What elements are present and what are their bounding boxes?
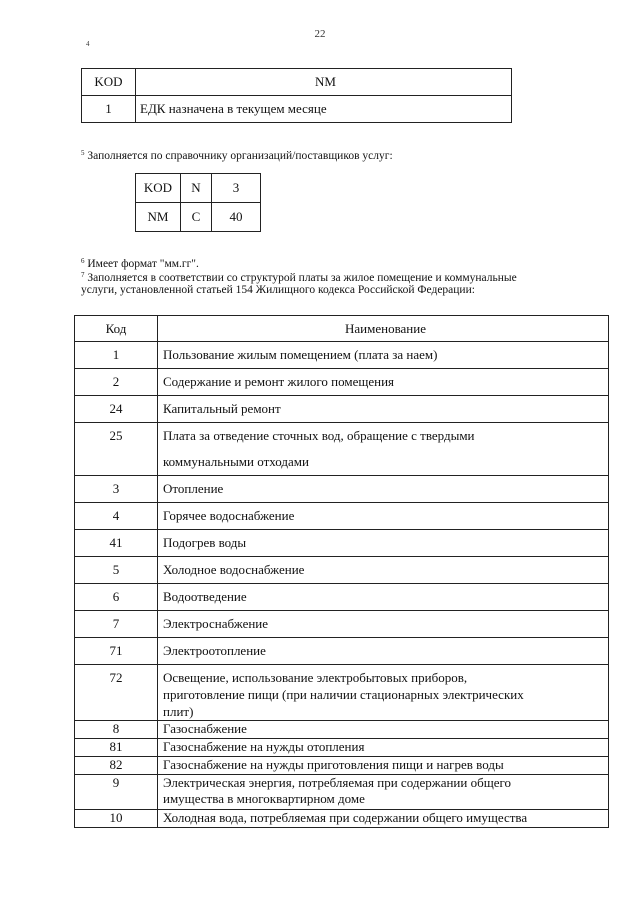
row-name-line: коммунальными отходами	[163, 454, 309, 469]
row-code: 25	[75, 423, 158, 476]
table-row	[75, 530, 609, 557]
row-code: 7	[75, 611, 158, 638]
table-row	[136, 203, 261, 232]
cell-code: 1	[82, 96, 136, 123]
table-row	[82, 96, 512, 123]
row-code: 9	[75, 775, 158, 810]
row-code: 81	[75, 739, 158, 757]
field-spec-table	[135, 173, 261, 232]
table-row	[75, 775, 609, 810]
table-row	[75, 423, 609, 476]
row-name: Горячее водоснабжение	[158, 503, 609, 530]
spec-cell: NM	[136, 203, 181, 232]
row-name: Холодная вода, потребляемая при содержании общего имущества	[158, 810, 609, 828]
table-row	[75, 396, 609, 423]
header-nm: NM	[136, 69, 512, 96]
footnote-5	[81, 146, 393, 163]
table-header-row	[82, 69, 512, 96]
row-code: 41	[75, 530, 158, 557]
header-kod: KOD	[82, 69, 136, 96]
row-code: 1	[75, 342, 158, 369]
footnote-7-mark: 7	[81, 271, 85, 279]
table-row	[75, 739, 609, 757]
table-row	[75, 342, 609, 369]
row-code: 24	[75, 396, 158, 423]
footnote-mark: 4	[86, 40, 90, 48]
row-name: Электроснабжение	[158, 611, 609, 638]
row-code: 2	[75, 369, 158, 396]
row-name	[158, 665, 609, 721]
header-code: Код	[75, 316, 158, 342]
spec-cell: N	[181, 174, 212, 203]
row-name: Содержание и ремонт жилого помещения	[158, 369, 609, 396]
footnote-7-line1: Заполняется в соответствии со структурой платы за жилое помещение и коммунальные	[87, 272, 517, 284]
row-code: 5	[75, 557, 158, 584]
table-row	[75, 503, 609, 530]
row-code: 3	[75, 476, 158, 503]
row-name: Подогрев воды	[158, 530, 609, 557]
row-name-line: имущества в многоквартирном доме	[163, 791, 365, 806]
row-code: 71	[75, 638, 158, 665]
table-row	[75, 611, 609, 638]
table-row	[75, 557, 609, 584]
footnote-6-mark: 6	[81, 257, 85, 265]
footnote-7-continued: услуги, установленной статьей 154 Жилищного кодекса Российской Федерации:	[81, 284, 475, 296]
row-name: Электроотопление	[158, 638, 609, 665]
row-name	[158, 423, 609, 476]
table-row	[136, 174, 261, 203]
spec-cell: C	[181, 203, 212, 232]
row-code: 10	[75, 810, 158, 828]
row-name: Пользование жилым помещением (плата за наем)	[158, 342, 609, 369]
table-row	[75, 369, 609, 396]
row-name: Холодное водоснабжение	[158, 557, 609, 584]
table-row	[75, 721, 609, 739]
footnote-5-text: Заполняется по справочнику организаций/поставщиков услуг:	[87, 150, 393, 162]
spec-cell: KOD	[136, 174, 181, 203]
row-name-line: приготовление пищи (при наличии стационарных электрических	[163, 687, 524, 702]
row-name: Водоотведение	[158, 584, 609, 611]
row-name: Газоснабжение на нужды отопления	[158, 739, 609, 757]
row-name-line: Плата за отведение сточных вод, обращение с твердыми	[163, 428, 475, 443]
row-name: Газоснабжение	[158, 721, 609, 739]
table-row	[75, 476, 609, 503]
cell-name: ЕДК назначена в текущем месяце	[136, 96, 512, 123]
row-name	[158, 775, 609, 810]
table-header-row	[75, 316, 609, 342]
table-row	[75, 584, 609, 611]
row-code: 6	[75, 584, 158, 611]
footnote-5-mark: 5	[81, 149, 85, 157]
table-row	[75, 810, 609, 828]
row-name: Отопление	[158, 476, 609, 503]
table-row	[75, 638, 609, 665]
spec-cell: 3	[212, 174, 261, 203]
header-name: Наименование	[158, 316, 609, 342]
table-row	[75, 665, 609, 721]
page-number: 22	[314, 28, 326, 40]
footnote-6-text: Имеет формат "мм.гг".	[87, 258, 199, 270]
kod-nm-table	[81, 68, 512, 123]
row-code: 72	[75, 665, 158, 721]
table-row	[75, 757, 609, 775]
row-name-line: плит)	[163, 704, 194, 719]
row-name-line: Электрическая энергия, потребляемая при содержании общего	[163, 775, 511, 790]
row-code: 82	[75, 757, 158, 775]
row-code: 4	[75, 503, 158, 530]
payment-structure-table	[74, 315, 609, 828]
row-name: Газоснабжение на нужды приготовления пищи и нагрев воды	[158, 757, 609, 775]
row-name-line: Освещение, использование электробытовых приборов,	[163, 670, 468, 685]
row-code: 8	[75, 721, 158, 739]
row-name: Капитальный ремонт	[158, 396, 609, 423]
spec-cell: 40	[212, 203, 261, 232]
